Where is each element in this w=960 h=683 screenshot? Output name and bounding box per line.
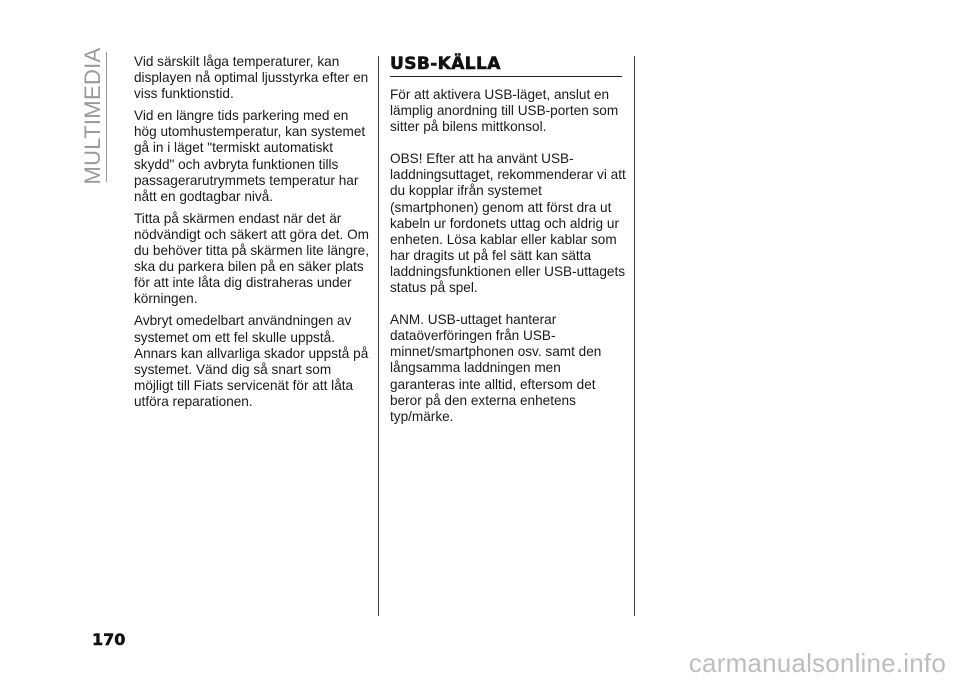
section-tab	[80, 47, 105, 185]
left-paragraph-2: Vid en längre tids parkering med en hög utomhustemperatur, kan systemet gå in i läget "termiskt automatiskt skydd" och avbryta funktionen tills passagerarutrymmets temperatur har nått en godtagbar nivå.	[134, 108, 366, 204]
section-tab-label: MULTIMEDIA	[80, 47, 105, 185]
left-paragraph-1: Vid särskilt låga temperaturer, kan displayen nå optimal ljusstyrka efter en viss funktionstid.	[134, 54, 369, 102]
right-paragraph-2: OBS! Efter att ha använt USB-laddningsuttaget, rekommenderar vi att du kopplar ifrån systemet (smartphonen) genom att först dra ut kabeln ur fordonets uttag och aldrig ur enheten. Lösa kablar eller kablar som har dragits ut på fel sätt kan sätta laddningsfunktionen eller USB-uttagets status på spel.	[390, 151, 626, 296]
left-column	[134, 54, 370, 416]
column-divider-left	[378, 56, 379, 616]
page-number: 170	[92, 630, 126, 649]
right-paragraph-1: För att aktivera USB-läget, anslut en lämplig anordning till USB-porten som sitter på bilens mittkonsol.	[390, 87, 619, 135]
heading-underline	[390, 76, 622, 77]
column-divider-right	[634, 56, 635, 616]
section-tab-rule	[106, 52, 107, 182]
right-column	[390, 54, 626, 441]
right-paragraph-3: ANM. USB-uttaget hanterar dataöverföringen från USB-minnet/smartphonen osv. samt den långsamma laddningen men garanteras inte alltid, eftersom det beror på den externa enhetens typ/märke.	[390, 312, 602, 424]
watermark: carmanualsonline.info	[688, 648, 946, 678]
left-paragraph-3: Titta på skärmen endast när det är nödvändigt och säkert att göra det. Om du behöver titta på skärmen lite längre, ska du parkera bilen på en säker plats för att inte låta dig distraheras under körningen.	[134, 210, 370, 307]
left-paragraph-4: Avbryt omedelbart användningen av systemet om ett fel skulle uppstå. Annars kan allvarliga skador uppstå på systemet. Vänd dig så snart som möjligt till Fiats servicenät för att låta utföra reparationen.	[134, 313, 369, 409]
section-heading: USB-KÄLLA	[390, 54, 501, 74]
